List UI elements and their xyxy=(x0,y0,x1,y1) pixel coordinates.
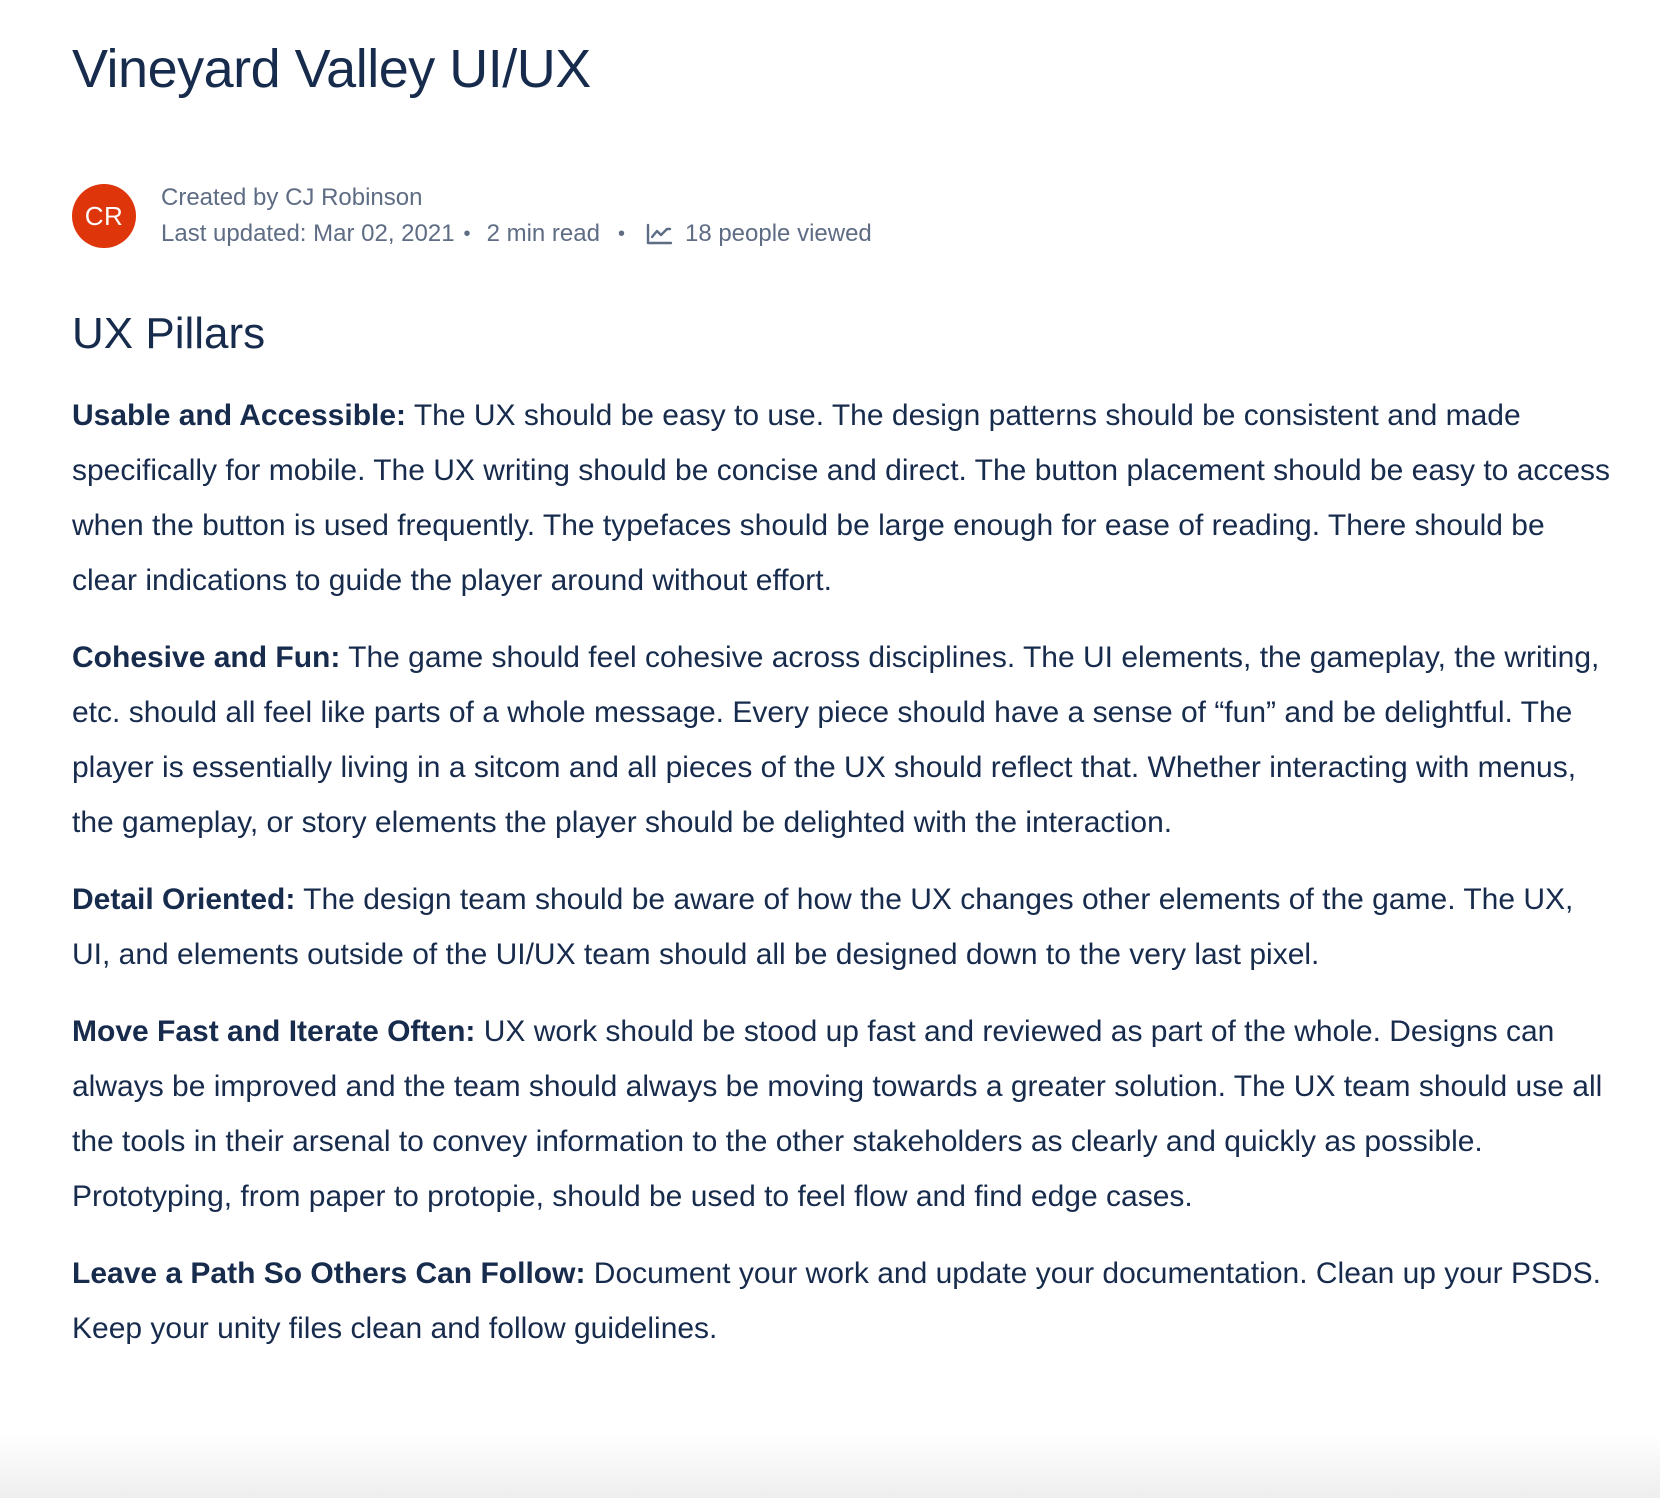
pillar-usable-accessible xyxy=(72,388,1612,608)
pillar-text: The design team should be aware of how the UX changes other elements of the game. The UX, UI, and elements outside of the UI/UX team should all be designed down to the very last pixel. xyxy=(72,883,1574,971)
pillar-title: Leave a Path So Others Can Follow: xyxy=(72,1257,586,1290)
read-time: 2 min read xyxy=(486,220,600,247)
view-count[interactable]: 18 people viewed xyxy=(684,220,872,247)
byline xyxy=(72,178,1612,254)
pillar-title: Cohesive and Fun: xyxy=(72,641,341,674)
pillar-title: Move Fast and Iterate Often: xyxy=(72,1015,476,1048)
pillar-text: UX work should be stood up fast and reviewed as part of the whole. Designs can always be improved and the team should always be moving towards a greater solution. The UX team should use all the tools in their arsenal to convey information to the other stakeholders as clearly and quickly as possible. Prototyping, from paper to protopie, should be used to feel flow and find edge cases. xyxy=(72,1015,1603,1213)
pillar-text: Document your work and update your documentation. Clean up your PSDS. Keep your unity files clean and follow guidelines. xyxy=(72,1257,1602,1345)
pillar-title: Detail Oriented: xyxy=(72,883,296,916)
byline-meta-line xyxy=(161,216,872,252)
page-title: Vineyard Valley UI/UX xyxy=(72,39,591,99)
pillar-title: Usable and Accessible: xyxy=(72,399,407,432)
separator-dot: • xyxy=(617,223,625,245)
pillar-detail-oriented xyxy=(72,872,1612,982)
byline-author-line xyxy=(161,180,872,216)
analytics-chart-icon[interactable] xyxy=(645,222,673,246)
created-by[interactable]: Created by CJ Robinson xyxy=(161,184,423,211)
pillar-leave-path xyxy=(72,1246,1612,1356)
separator-dot: • xyxy=(463,223,471,245)
avatar[interactable]: CR xyxy=(72,184,136,248)
pillar-move-fast xyxy=(72,1004,1612,1224)
pillar-cohesive-fun xyxy=(72,630,1612,850)
section-heading: UX Pillars xyxy=(72,309,266,358)
pillar-text: The UX should be easy to use. The design patterns should be consistent and made specifically for mobile. The UX writing should be concise and direct. The button placement should be easy to access when the button is used frequently. The typefaces should be large enough for ease of reading. There should be clear indications to guide the player around without effort. xyxy=(72,399,1611,597)
byline-text xyxy=(161,180,872,252)
last-updated[interactable]: Last updated: Mar 02, 2021 xyxy=(161,220,455,247)
bottom-fade xyxy=(0,1434,1660,1498)
pillar-text: The game should feel cohesive across disciplines. The UI elements, the gameplay, the writing, etc. should all feel like parts of a whole message. Every piece should have a sense of “fun” and be delightful. The player is essentially living in a sitcom and all pieces of the UX should reflect that. Whether interacting with menus, the gameplay, or story elements the player should be delighted with the interaction. xyxy=(72,641,1600,839)
page-content xyxy=(72,0,1612,1356)
